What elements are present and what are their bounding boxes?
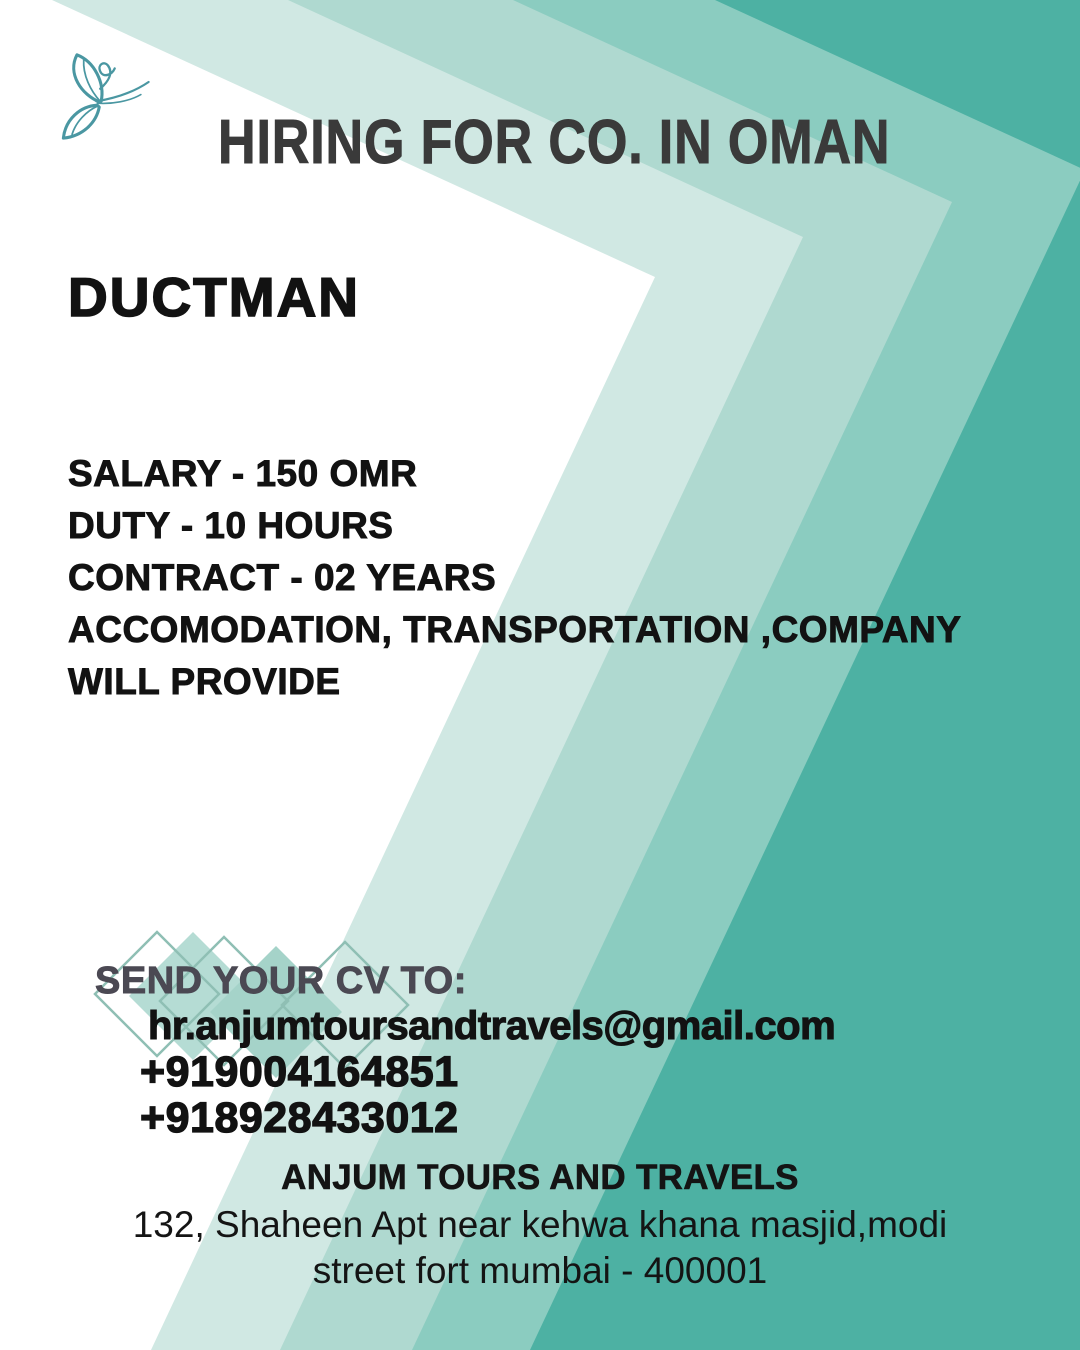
- contact-phone-1: +919004164851: [140, 1048, 459, 1096]
- contact-phone-2: +918928433012: [140, 1094, 459, 1142]
- cv-heading: SEND YOUR CV TO:: [95, 960, 467, 1002]
- detail-line-salary: SALARY - 150 OMR: [68, 453, 418, 494]
- detail-line-benefits: ACCOMODATION, TRANSPORTATION ,COMPANY: [68, 609, 962, 650]
- detail-line-contract: CONTRACT - 02 YEARS: [68, 557, 497, 598]
- detail-line-duty: DUTY - 10 HOURS: [68, 505, 394, 546]
- detail-line-benefits-2: WILL PROVIDE: [68, 661, 341, 702]
- poster-title: HIRING FOR CO. IN OMAN: [218, 108, 891, 177]
- job-details: [68, 448, 961, 708]
- contact-email: hr.anjumtoursandtravels@gmail.com: [148, 1004, 836, 1048]
- company-name: ANJUM TOURS AND TRAVELS: [281, 1158, 799, 1197]
- job-title: DUCTMAN: [68, 266, 361, 328]
- company-address-line-2: street fort mumbai - 400001: [312, 1250, 768, 1291]
- butterfly-icon: [56, 50, 156, 142]
- company-address-line-1: 132, Shaheen Apt near kehwa khana masjid,modi: [132, 1204, 948, 1245]
